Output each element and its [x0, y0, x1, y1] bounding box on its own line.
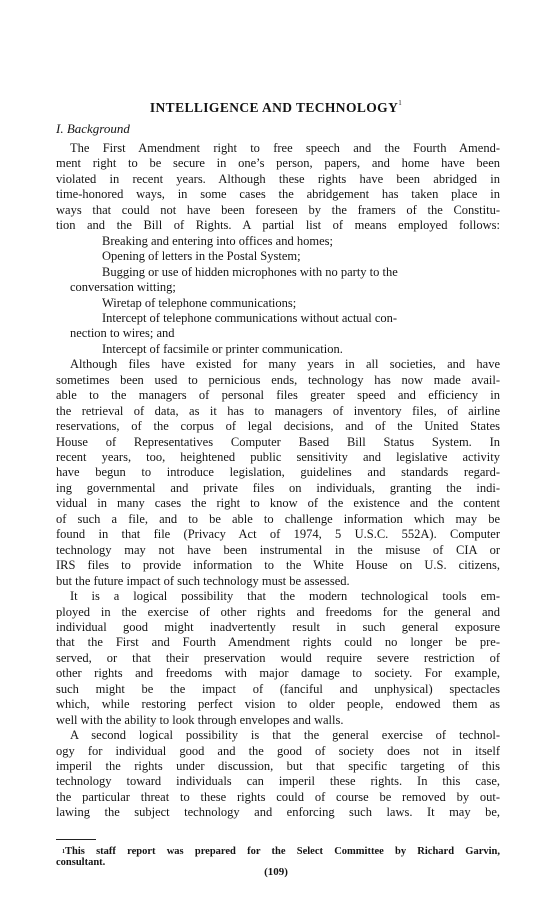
- text-line: technology may not have been instrumental in the misuse of CIA or: [56, 542, 500, 557]
- title-footnote-marker: 1: [398, 99, 403, 107]
- text-line: of such a file, and to be able to challenge information which may be: [56, 511, 500, 526]
- page-title: [0, 100, 552, 116]
- text-line: the retrieval of data, as it has to managers of inventory files, of airline: [56, 403, 500, 418]
- text-line: Intercept of facsimile or printer communication.: [102, 341, 343, 356]
- text-line: nection to wires; and: [70, 326, 175, 341]
- text-line: vidual in many cases the right to know of the existence and the content: [56, 496, 500, 511]
- text-line: ogy for individual good and the good of society does not in itself: [56, 743, 500, 758]
- text-line: Breaking and entering into offices and homes;: [102, 233, 333, 248]
- text-line: such might be the impact of (fanciful and unphysical) spectacles: [56, 681, 500, 696]
- text-line: Although files have existed for many years in all societies, and have: [70, 357, 500, 372]
- text-line: served, or that their preservation would require severe restriction of: [56, 650, 500, 665]
- text-line: recent years, too, heightened public sensitivity and legislative activity: [56, 450, 500, 464]
- text-line: Wiretap of telephone communications;: [102, 295, 297, 310]
- text-line: reservations, of the corpus of legal decisions, and of the United States: [56, 419, 500, 434]
- text-line: IRS files to provide information to the White House on U.S. citizens,: [56, 558, 500, 573]
- text-line: well with the ability to look through envelopes and walls.: [56, 712, 344, 727]
- text-line: tion and the Bill of Rights. A partial list of means employed follows:: [56, 218, 500, 233]
- text-line: which, while restoring perfect vision to older people, endowed them as: [56, 697, 500, 712]
- text-line: ployed in the exercise of other rights and freedoms for the general and: [56, 604, 500, 619]
- text-line: the particular threat to these rights could of course be removed by out-: [56, 789, 500, 804]
- text-line: found in that file (Privacy Act of 1974, 5 U.S.C. 552A). Computer: [56, 527, 500, 542]
- text-line: imperil the rights under discussion, but that specific targeting of this: [56, 759, 500, 773]
- text-line: conversation witting;: [70, 280, 176, 295]
- text-line: ways that could not have been foreseen by the framers of the Constitu-: [56, 202, 500, 217]
- text-line: Opening of letters in the Postal System;: [102, 249, 301, 264]
- text-line: The First Amendment right to free speech and the Fourth Amend-: [70, 141, 500, 155]
- text-line: sometimes been used to pernicious ends, technology has now made avail-: [56, 372, 500, 387]
- title-text: INTELLIGENCE AND TECHNOLOGY: [149, 100, 399, 115]
- text-line: ing governmental and private files on individuals, granting the indi-: [56, 480, 500, 495]
- text-line: lawing the subject technology and enforcing such laws. It may be,: [56, 805, 500, 820]
- footnote-line: $^1$This staff report was prepared for the Select Committee by Richard Garvin,: [62, 846, 500, 857]
- section-heading: I. Background: [56, 121, 130, 136]
- text-line: Bugging or use of hidden microphones with no party to the: [102, 264, 398, 279]
- footnote-line: consultant.: [56, 857, 106, 868]
- text-line: technology toward individuals can imperil these rights. In this case,: [56, 774, 500, 789]
- text-line: It is a logical possibility that the modern technological tools em-: [70, 589, 500, 604]
- footnote-divider: [56, 839, 96, 840]
- text-line: have begun to introduce legislation, guidelines and standards regard-: [56, 465, 500, 480]
- footnote-marker: 1: [62, 849, 65, 855]
- text-line: but the future impact of such technology must be assessed.: [56, 573, 350, 588]
- text-line: Intercept of telephone communications without actual con-: [102, 310, 398, 325]
- text-line: time-honored ways, in some cases the abridgement has taken place in: [56, 187, 500, 202]
- text-line: that the First and Fourth Amendment rights could no longer be pre-: [56, 635, 500, 650]
- text-line: other rights and freedoms with major damage to society. For example,: [56, 666, 500, 681]
- text-line: A second logical possibility is that the general exercise of technol-: [70, 728, 500, 743]
- text-line: House of Representatives Computer Based Bill Status System. In: [56, 434, 500, 449]
- text-line: ment right to be secure in one’s person, papers, and home have been: [56, 156, 500, 171]
- page-number: (109): [264, 866, 288, 878]
- text-line: individual good might inadvertently result in such general exposure: [56, 619, 500, 634]
- text-line: violated in recent years. Although these rights have been abridged in: [56, 171, 500, 186]
- text-line: able to the managers of personal files greater speed and efficiency in: [56, 388, 500, 403]
